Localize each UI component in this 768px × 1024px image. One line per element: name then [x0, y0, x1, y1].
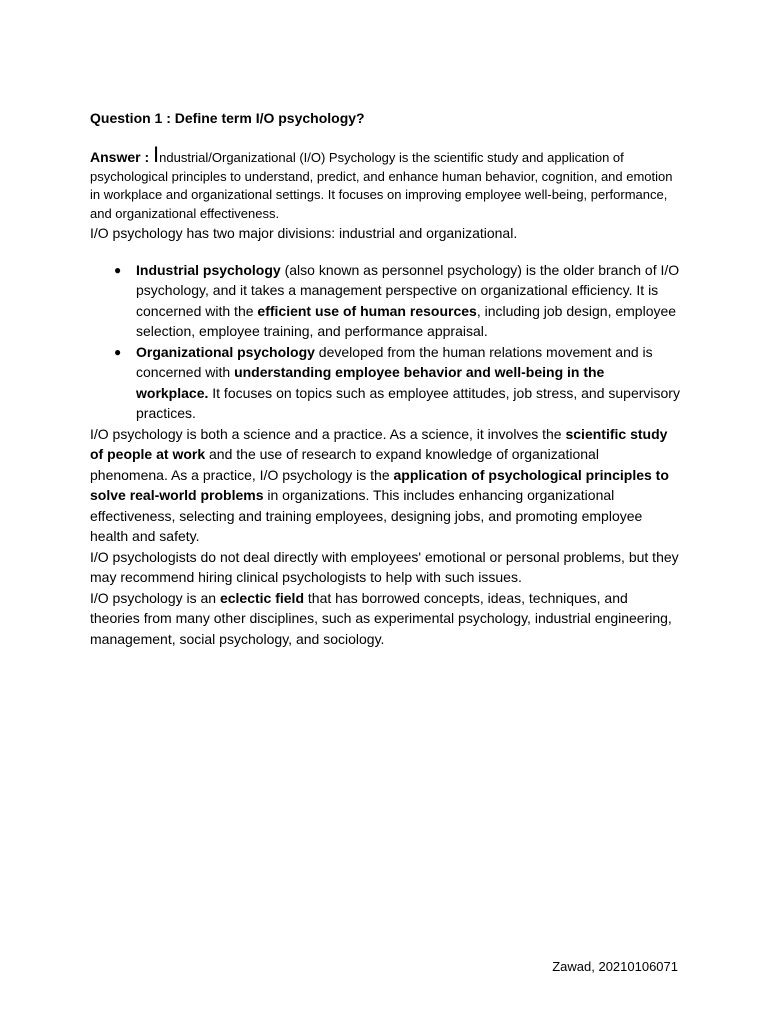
- eclectic-text-1: I/O psychology is an: [90, 589, 220, 606]
- footer-author-id: Zawad, 20210106071: [552, 959, 678, 974]
- divisions-intro: I/O psychology has two major divisions: industrial and organizational.: [90, 225, 518, 241]
- document-content: [90, 108, 680, 649]
- eclectic-paragraph: [90, 588, 680, 650]
- organizational-text-2: It focuses on topics such as employee attitudes, job stress, and supervisory practices.: [136, 384, 680, 421]
- science-text-3: in organizations. This includes enhancing organizational effectiveness, selecting and training employees, designing jobs, and promoting employee health and safety.: [90, 487, 643, 544]
- organizational-term: Organizational psychology: [136, 343, 315, 360]
- answer-text: ndustrial/Organizational (I/O) Psychology is the scientific study and application of psychological principles to understand, predict, and enhance human behavior, cognition, and emotion in workplace and organizational settings. It focuses on improving employee well-being, performance, and organizational effectiveness.: [90, 150, 673, 221]
- bullet-icon: ●: [114, 344, 122, 359]
- answer-paragraph: [90, 142, 680, 223]
- problems-paragraph: I/O psychologists do not deal directly with employees' emotional or personal problems, but they may recommend hiring clinical psychologists to help with such issues.: [90, 548, 679, 585]
- answer-label: Answer :: [90, 149, 154, 165]
- question-heading: Question 1 : Define term I/O psychology?: [90, 110, 365, 126]
- divisions-list: [90, 260, 680, 424]
- answer-dropcap: I: [153, 142, 160, 167]
- industrial-term: Industrial psychology: [136, 261, 281, 278]
- list-item-organizational: [114, 342, 680, 424]
- organizational-text-1: developed from the human relations movement and is concerned with: [136, 343, 653, 380]
- list-item-industrial: [114, 260, 680, 342]
- eclectic-text-2: that has borrowed concepts, ideas, techniques, and theories from many other disciplines, such as experimental psychology, industrial engineering, management, social psychology, and sociology.: [90, 589, 672, 647]
- science-paragraph: [90, 424, 680, 547]
- science-emphasis-2: application of psychological principles to solve real-world problems: [90, 466, 669, 503]
- bullet-icon: ●: [114, 262, 122, 277]
- science-text-1: I/O psychology is both a science and a practice. As a science, it involves the: [90, 425, 566, 442]
- science-text-2: and the use of research to expand knowledge of organizational phenomena. As a practice, I/O psychology is the: [90, 446, 599, 483]
- industrial-text-2: , including job design, employee selection, employee training, and performance appraisal.: [136, 302, 677, 339]
- science-emphasis-1: scientific study of people at work: [90, 425, 668, 462]
- eclectic-emphasis: eclectic field: [219, 589, 304, 606]
- industrial-text-1: (also known as personnel psychology) is the older branch of I/O psychology, and it takes a management perspective on organizational efficiency. It is concerned with the: [136, 261, 680, 319]
- industrial-emphasis: efficient use of human resources: [257, 302, 477, 319]
- organizational-emphasis: understanding employee behavior and well-being in the workplace.: [136, 364, 605, 401]
